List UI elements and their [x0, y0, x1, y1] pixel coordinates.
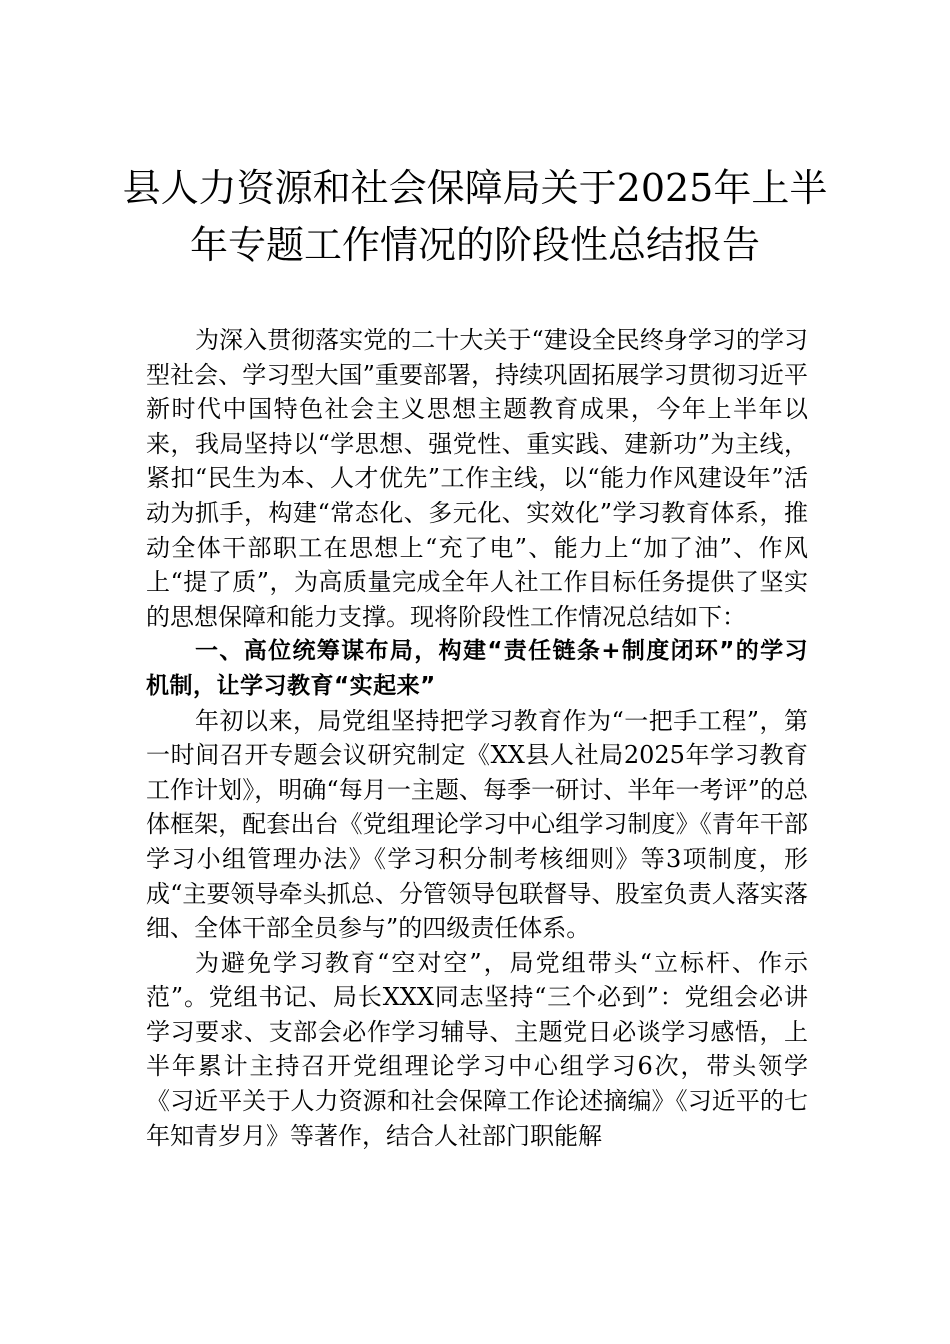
- title-line-1: 县人力资源和社会保障局关于2025年上半: [122, 166, 828, 210]
- intro-paragraph: 为深入贯彻落实党的二十大关于“建设全民终身学习的学习型社会、学习型大国”重要部署，持续巩固拓展学习贯彻习近平新时代中国特色社会主义思想主题教育成果，今年上半年以来，我局坚持以“学思想、强党性、重实践、建新功”为主线，紧扣“民生为本、人才优先”工作主线，以“能力作风建设年”活动为抓手，构建“常态化、多元化、实效化”学习教育体系，推动全体干部职工在思想上“充了电”、能力上“加了油”、作风上“提了质”，为高质量完成全年人社工作目标任务提供了坚实的思想保障和能力支撑。现将阶段性工作情况总结如下：: [146, 326, 808, 631]
- title-line-2: 年专题工作情况的阶段性总结报告: [189, 223, 760, 267]
- body-paragraph: 为避免学习教育“空对空”，局党组带头“立标杆、作示范”。党组书记、局长XXX同志坚持“三个必到”：党组会必讲学习要求、支部会必作学习辅导、主题党日必谈学习感悟，上半年累计主持召开党组理论学习中心组学习6次，带头领学《习近平关于人力资源和社会保障工作论述摘编》《习近平的七年知青岁月》等著作，结合人社部门职能解: [146, 948, 808, 1150]
- document-title: [120, 160, 830, 274]
- body-paragraph: 年初以来，局党组坚持把学习教育作为“一把手工程”，第一时间召开专题会议研究制定《XX县人社局2025年学习教育工作计划》，明确“每月一主题、每季一研讨、半年一考评”的总体框架，配套出台《党组理论学习中心组学习制度》《青年干部学习小组管理办法》《学习积分制考核细则》等3项制度，形成“主要领导牵头抓总、分管领导包联督导、股室负责人落实落细、全体干部全员参与”的四级责任体系。: [146, 706, 808, 943]
- document-body: [146, 323, 808, 1153]
- section-heading-1: 一、高位统筹谋布局，构建“责任链条+制度闭环”的学习机制，让学习教育“实起来”: [146, 638, 808, 699]
